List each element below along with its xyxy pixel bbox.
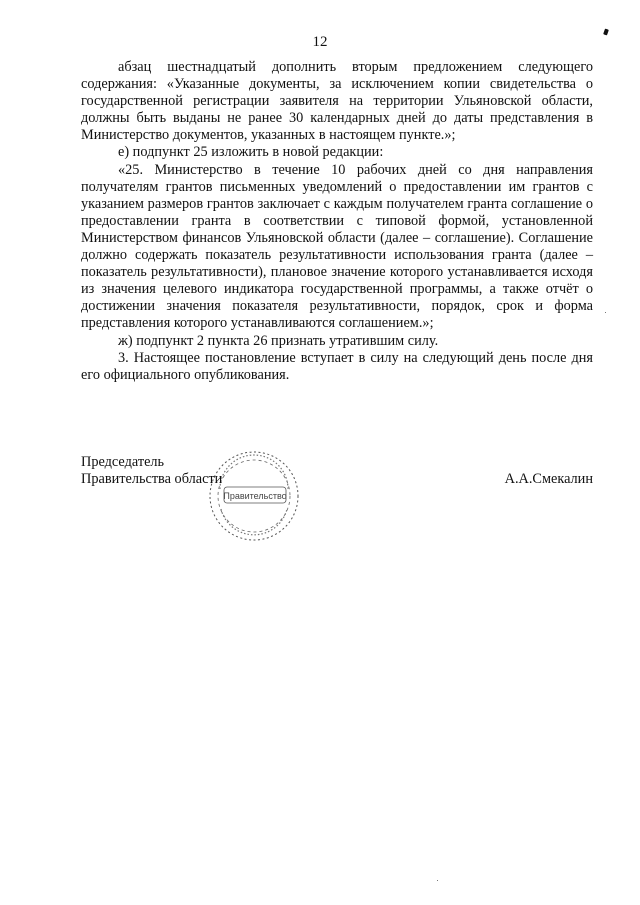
- paragraph-point-3: 3. Настоящее постановление вступает в силу на следующий день после дня его официального опубликования.: [81, 349, 593, 383]
- seal-label: Правительство: [223, 491, 287, 501]
- signatory-name: А.А.Смекалин: [504, 471, 593, 487]
- scan-speck: [605, 312, 606, 313]
- signature-block: [81, 454, 593, 534]
- paragraph-subpoint-e: е) подпункт 25 изложить в новой редакции:: [118, 144, 384, 161]
- paragraph-subpoint-zh: ж) подпункт 2 пункта 26 признать утратившим силу.: [118, 332, 439, 349]
- signatory-position-line2: Правительства области: [81, 471, 223, 487]
- document-body: [81, 59, 593, 384]
- signatory-position-line1: Председатель: [81, 454, 165, 470]
- paragraph-point-25: «25. Министерство в течение 10 рабочих дней со дня направления получателям грантов письменных уведомлений о предоставлении им грантов с указанием размеров грантов заключает с каждым получателем гранта соглашение о предоставлении гранта в соответствии с типовой формой, установленной Министерством финансов Ульяновской области (далее – соглашение). Соглашение должно содержать показатель результативности использования гранта (далее – показатель результативности), плановое значение которого устанавливается исходя из значения целевого индикатора государственной программы, а также отчёт о достижении значения показателя результативности, порядок, срок и форма представления которого устанавливаются соглашением.»;: [81, 161, 593, 332]
- paragraph-abzac-16: абзац шестнадцатый дополнить вторым предложением следующего содержания: «Указанные документы, за исключением копии свидетельства о государственной регистрации заявителя на территории Ульяновской области, должны быть выданы не ранее 30 календарных дней до даты представления в Министерство документов, указанных в настоящем пункте.»;: [81, 59, 593, 144]
- page-number: 12: [312, 34, 328, 50]
- scan-speck: [437, 880, 438, 881]
